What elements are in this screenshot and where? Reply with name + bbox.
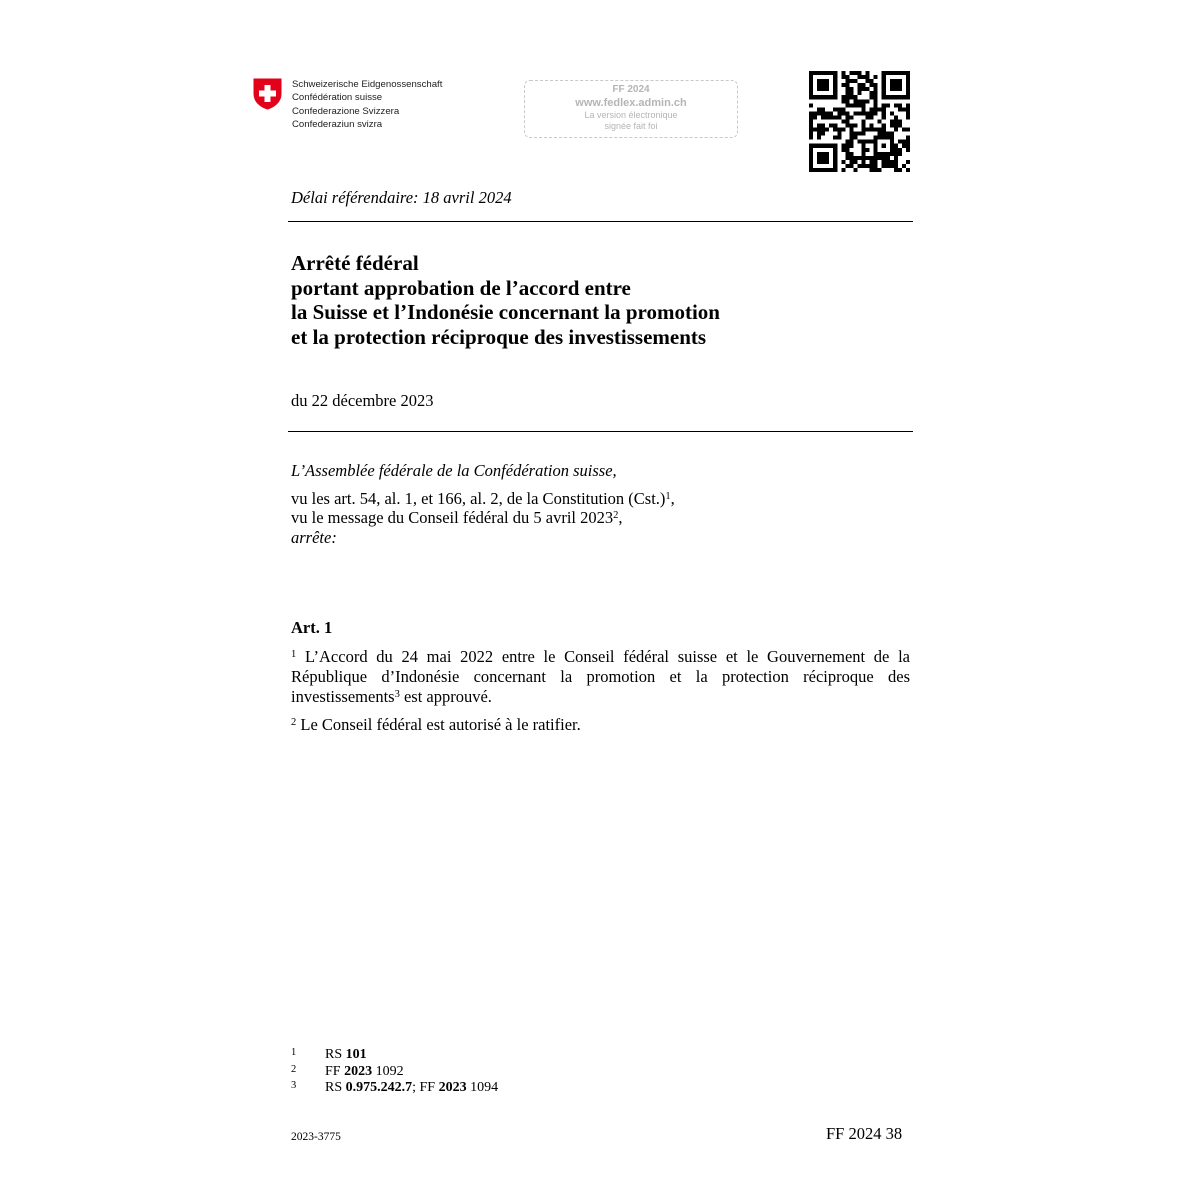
document-title (291, 251, 720, 349)
article-paragraph-1: $^1$ L’Accord du 24 mai 2022 entre le Conseil fédéral suisse et le Gouvernement de la République d’Indonésie concernant la promotion et la protection réciproque des investissements$^3$ est approuvé. (291, 647, 910, 706)
preamble-assembly: L’Assemblée fédérale de la Confédération suisse, (291, 461, 617, 480)
preamble-message-ref: vu le message du Conseil fédéral du 5 avril 2023$^2$, (291, 508, 623, 527)
article-paragraph-2: $^2$ Le Conseil fédéral est autorisé à le ratifier. (291, 715, 581, 734)
document-number: 2023-3775 (291, 1131, 341, 1143)
confederation-names (292, 78, 442, 132)
referendum-deadline: Délai référendaire: 18 avril 2024 (291, 188, 512, 207)
footnote-ref-1[interactable]: 1 (665, 490, 671, 502)
electronic-signature-stamp (524, 80, 738, 138)
title-line: et la protection réciproque des investissements (291, 324, 707, 349)
stamp-note-2: signée fait foi (604, 121, 658, 131)
divider-bottom (288, 431, 913, 432)
document-date: du 22 décembre 2023 (291, 391, 434, 410)
stamp-website: www.fedlex.admin.ch (575, 97, 687, 109)
preamble-constitution-ref: vu les art. 54, al. 1, et 166, al. 2, de la Constitution $(Cst.)^1$, (291, 488, 675, 508)
title-line: portant approbation de l’accord entre (291, 275, 631, 300)
title-line: la Suisse et l’Indonésie concernant la promotion (291, 300, 720, 324)
footnote-item: 3 RS 0.975.242.7; FF 2023 1094 (291, 1080, 499, 1095)
footnote-ref-3[interactable]: 3 (394, 689, 400, 700)
preamble (291, 461, 675, 547)
stamp-note-1: La version électronique (584, 110, 678, 120)
footnotes (291, 1046, 498, 1096)
divider-top (288, 221, 913, 222)
stamp-publication: FF 2024 (612, 84, 650, 95)
qr-code-icon (809, 71, 910, 172)
confederation-name-de: Schweizerische Eidgenossenschaft (292, 79, 443, 90)
title-line: Arrêté fédéral (291, 251, 419, 275)
article-heading: Art. 1 (291, 618, 333, 637)
swiss-coat-of-arms-logo (253, 78, 282, 110)
confederation-name-rm: Confederaziun svizra (292, 119, 383, 131)
confederation-name-fr: Confédération suisse (292, 92, 383, 104)
confederation-name-it: Confederazione Svizzera (292, 105, 400, 117)
footnote-item: 2 FF 2023 1092 (291, 1063, 404, 1079)
preamble-decree: arrête: (291, 527, 337, 547)
page-reference: FF 2024 38 (826, 1124, 903, 1143)
footnote-ref-2[interactable]: 2 (613, 510, 619, 521)
footnote-item: 1 RS 101 (291, 1047, 367, 1062)
